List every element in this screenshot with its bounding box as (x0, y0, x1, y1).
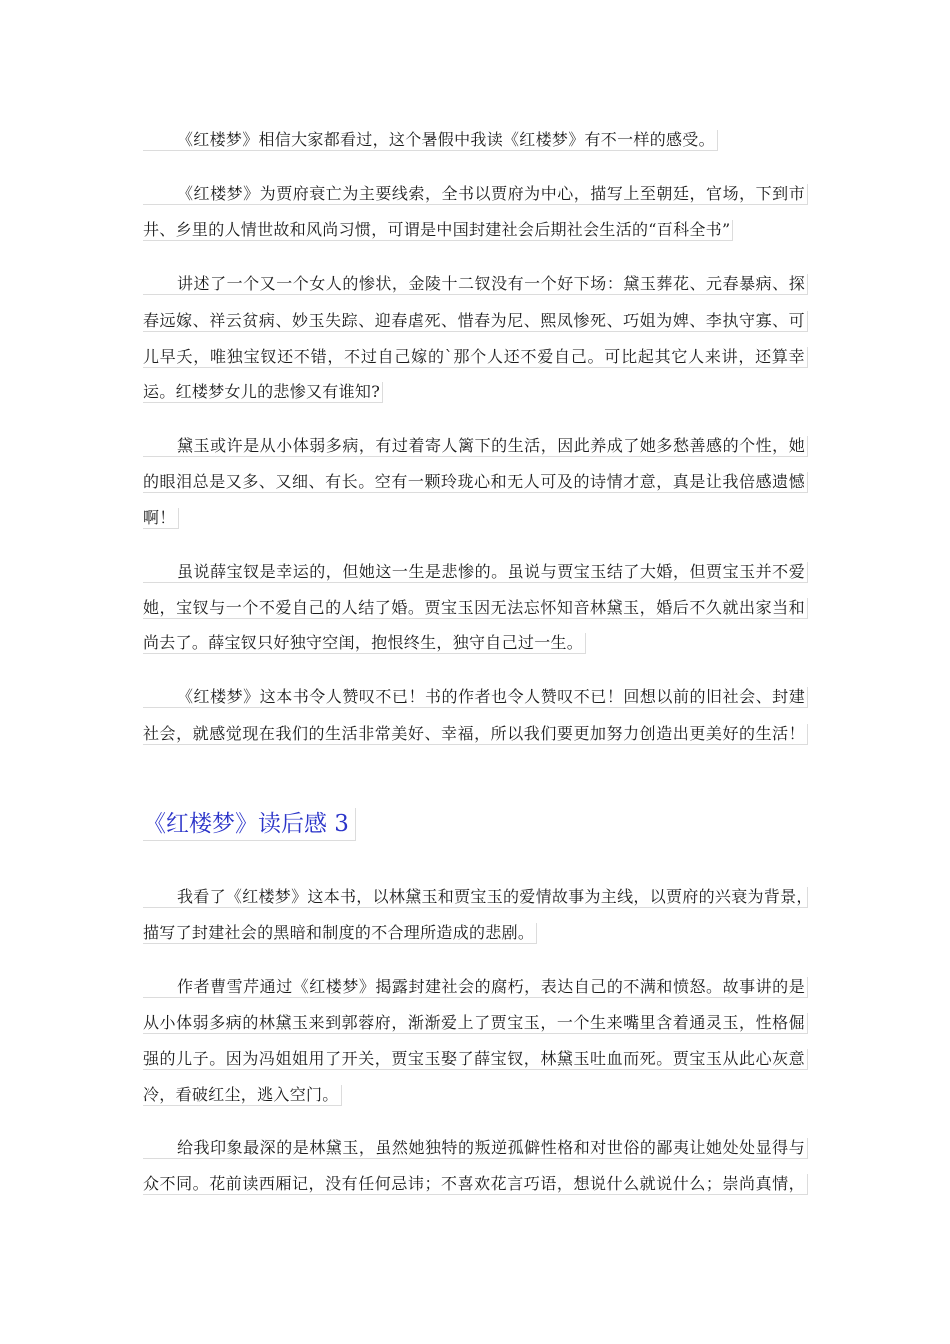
text-line: 她，宝钗与一个不爱自己的人结了婚。贾宝玉因无法忘怀知音林黛玉，婚后不久就出家当和 (143, 598, 808, 619)
text-line: 井、乡里的人情世故和风尚习惯，可谓是中国封建社会后期社会生活的“百科全书” (143, 220, 733, 241)
text-line: 从小体弱多病的林黛玉来到郭蓉府，渐渐爱上了贾宝玉，一个生来嘴里含着通灵玉，性格倔 (143, 1013, 808, 1034)
text-line: 尚去了。薛宝钗只好独守空闺，抱恨终生，独守自己过一生。 (143, 633, 586, 654)
text-line: 冷，看破红尘，逃入空门。 (143, 1085, 342, 1106)
text-line: 儿早夭，唯独宝钗还不错，不过自己嫁的`那个人还不爱自己。可比起其它人来讲，还算幸 (143, 347, 808, 368)
text-line: 《红楼梦》相信大家都看过，这个暑假中我读《红楼梦》有不一样的感受。 (143, 130, 718, 151)
text-line: 《红楼梦》这本书令人赞叹不已！书的作者也令人赞叹不已！回想以前的旧社会、封建 (143, 687, 808, 708)
text-line: 众不同。花前读西厢记，没有任何忌讳；不喜欢花言巧语，想说什么就说什么；崇尚真情， (143, 1174, 808, 1195)
text-line: 春远嫁、祥云贫病、妙玉失踪、迎春虐死、惜春为尼、熙凤惨死、巧姐为婢、李执守寡、可 (143, 311, 808, 332)
text-line: 虽说薛宝钗是幸运的，但她这一生是悲惨的。虽说与贾宝玉结了大婚，但贾宝玉并不爱 (143, 562, 808, 583)
text-line: 给我印象最深的是林黛玉，虽然她独特的叛逆孤僻性格和对世俗的鄙夷让她处处显得与 (143, 1138, 808, 1159)
text-line: 讲述了一个又一个女人的惨状，金陵十二钗没有一个好下场：黛玉葬花、元春暴病、探 (143, 274, 808, 295)
text-line: 的眼泪总是又多、又细、有长。空有一颗玲珑心和无人可及的诗情才意，真是让我倍感遗憾 (143, 472, 808, 493)
text-line: 强的儿子。因为冯姐姐用了开关，贾宝玉娶了薛宝钗，林黛玉吐血而死。贾宝玉从此心灰意 (143, 1049, 808, 1070)
text-line: 描写了封建社会的黑暗和制度的不合理所造成的悲剧。 (143, 923, 537, 944)
section-heading: 《红楼梦》读后感 3 (143, 808, 356, 841)
text-line: 运。红楼梦女儿的悲惨又有谁知? (143, 382, 383, 403)
text-line: 啊！ (143, 508, 179, 529)
text-line: 黛玉或许是从小体弱多病，有过着寄人篱下的生活，因此养成了她多愁善感的个性，她 (143, 436, 808, 457)
text-line: 社会，就感觉现在我们的生活非常美好、幸福，所以我们要更加努力创造出更美好的生活！ (143, 724, 808, 745)
text-line: 作者曹雪芹通过《红楼梦》揭露封建社会的腐朽，表达自己的不满和愤怒。故事讲的是 (143, 977, 808, 998)
text-line: 《红楼梦》为贾府衰亡为主要线索，全书以贾府为中心，描写上至朝廷，官场，下到市 (143, 184, 808, 205)
text-line: 我看了《红楼梦》这本书，以林黛玉和贾宝玉的爱情故事为主线，以贾府的兴衰为背景， (143, 887, 808, 908)
